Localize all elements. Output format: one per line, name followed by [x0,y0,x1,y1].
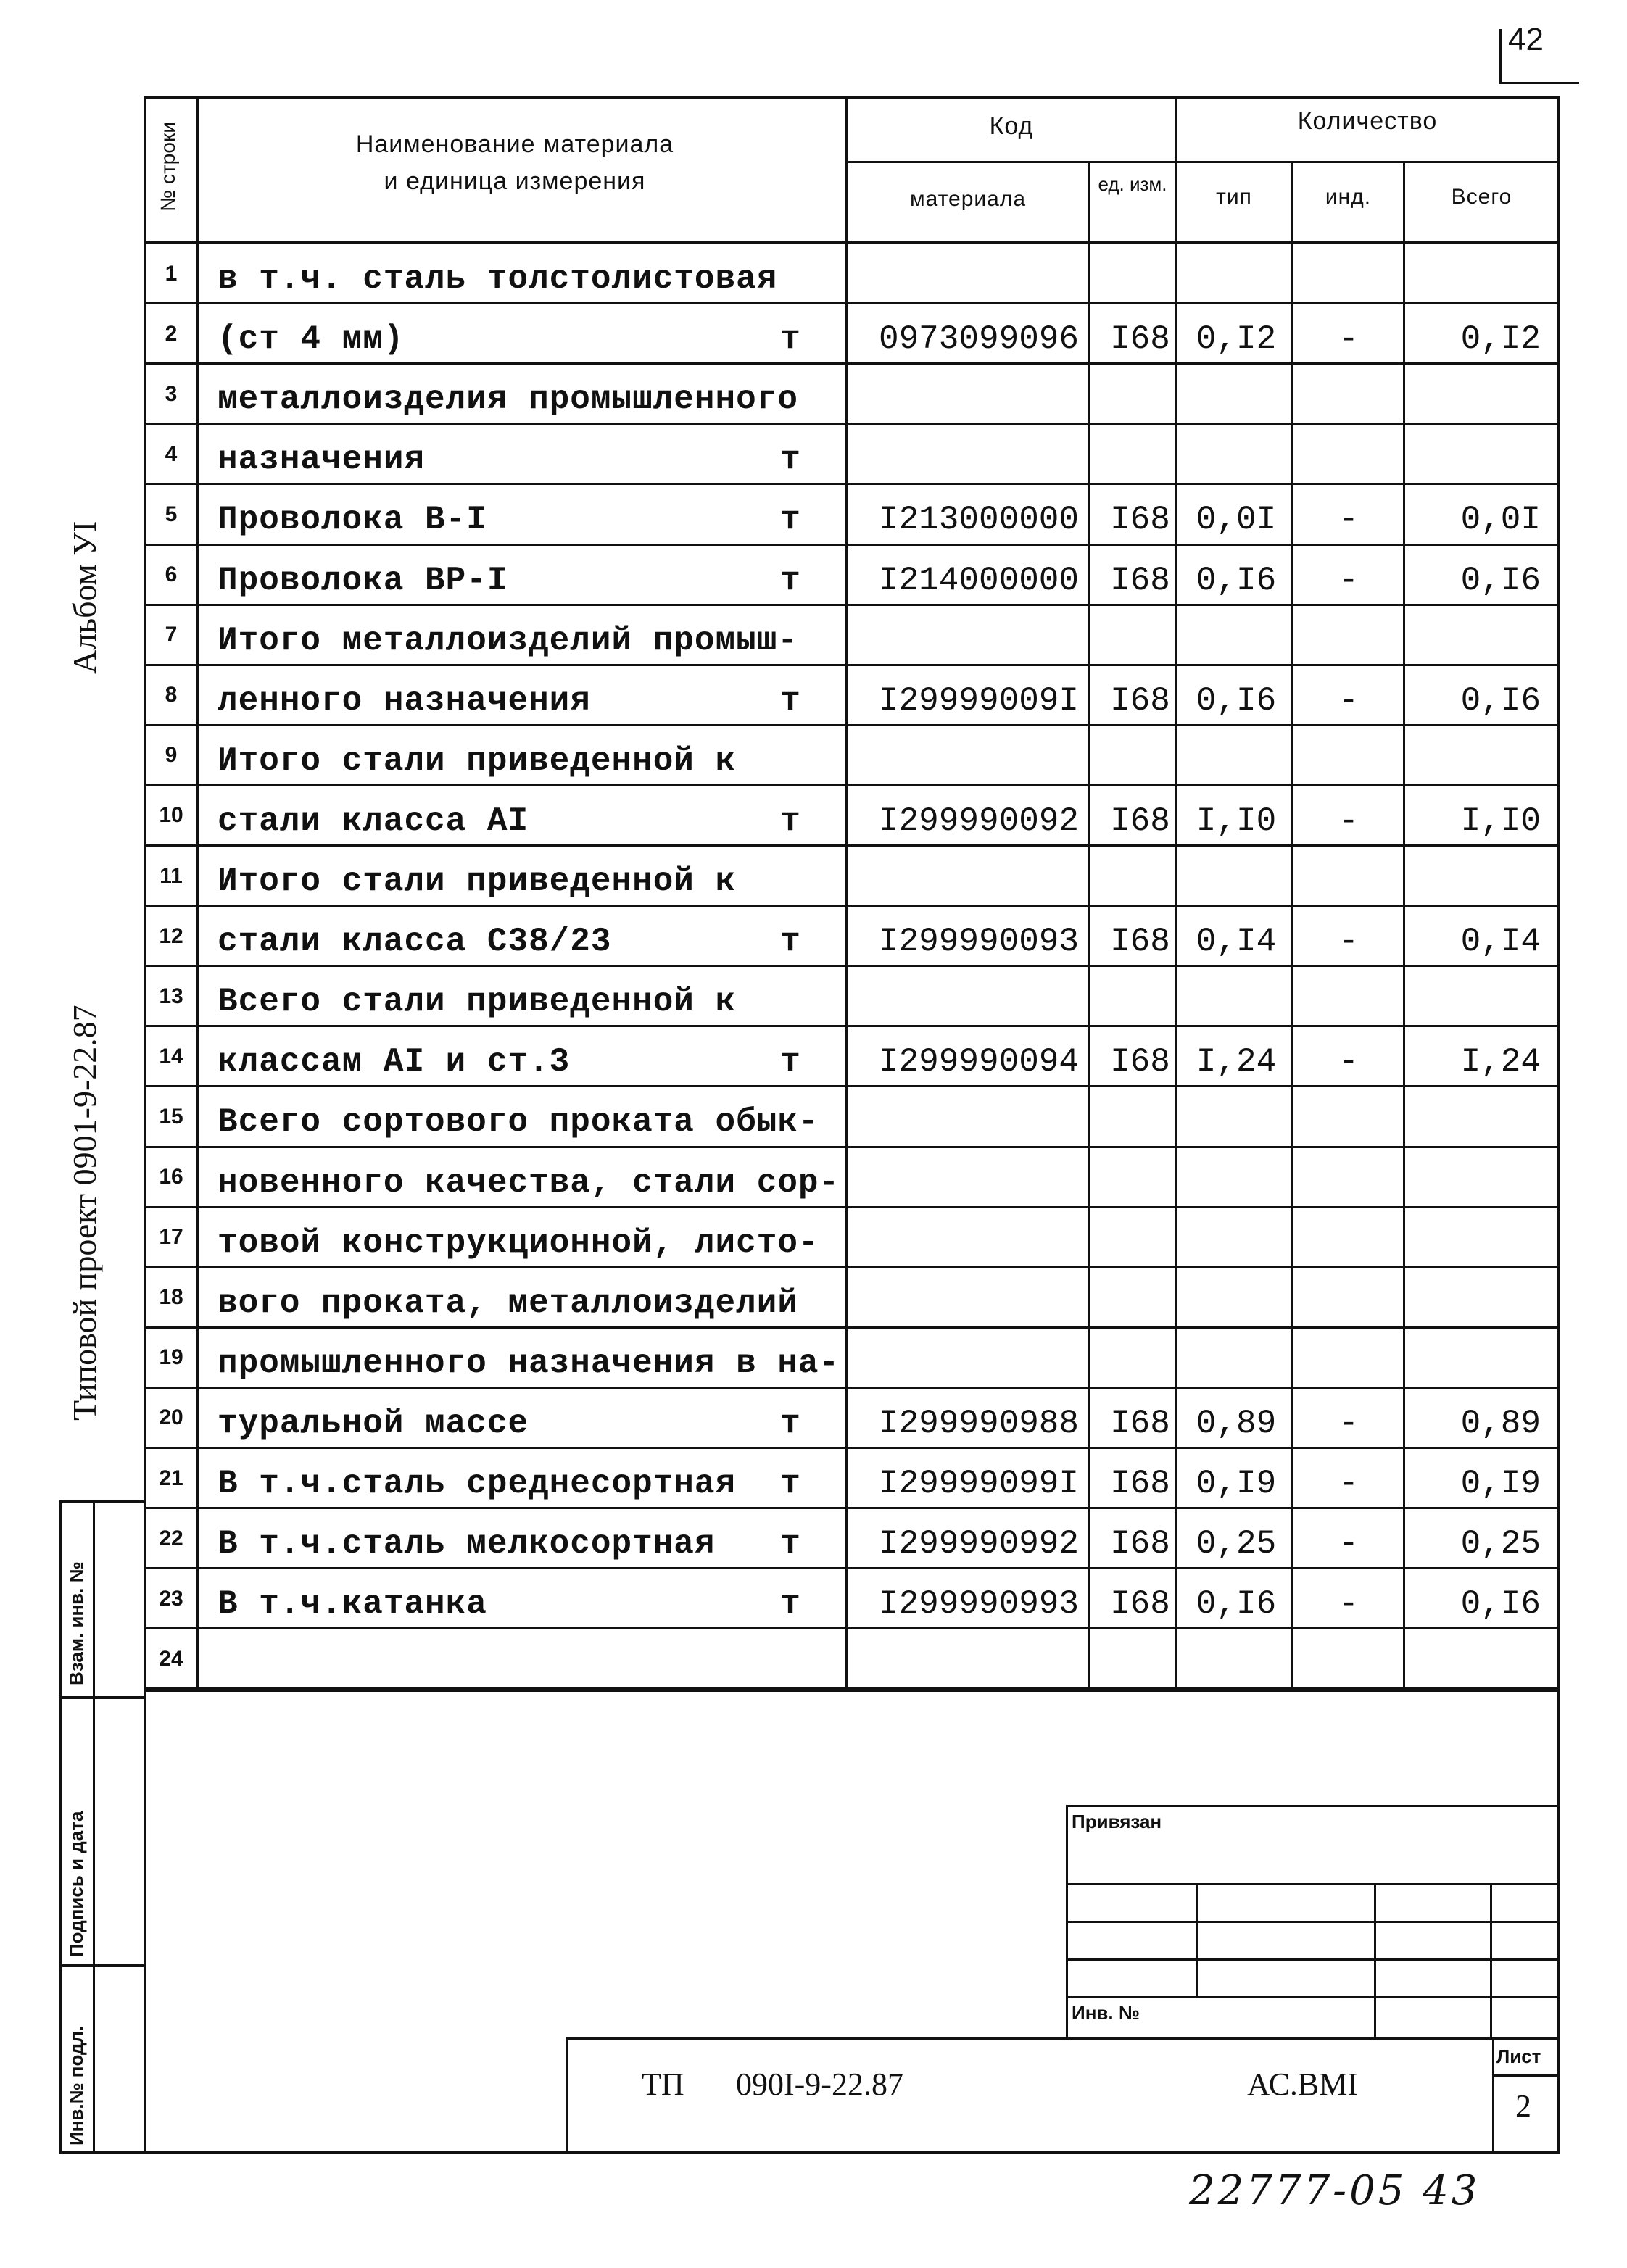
row-quantity-all [1407,605,1548,665]
row-quantity-all [1407,726,1548,786]
row-quantity-all [1407,244,1548,304]
stamp-grid-h4 [1066,1996,1559,1998]
row-unit: т [780,320,800,359]
title-block-doc-code: АС.ВМI [1247,2066,1359,2102]
row-quantity-all: 0,I2 [1460,320,1541,359]
row-number: 13 [159,984,183,1008]
row-material-code [856,966,1102,1026]
row-quantity-all [1407,1147,1548,1208]
row-quantity-ind: - [1338,681,1359,720]
row-quantity-all: 0,I4 [1460,923,1541,961]
row-unit: т [780,561,800,599]
row-material-name: товой конструкционной, листо- [218,1224,819,1262]
table-row [145,1388,1560,1448]
row-material-code [856,1629,1102,1689]
row-unit [769,364,812,424]
row-unit-code: I68 [1110,320,1170,359]
row-material-name: Итого стали приведенной к [218,863,737,900]
row-material-code [856,846,1102,906]
table-row [145,244,1560,304]
page-number-top: 42 [1508,22,1544,57]
row-quantity-type [1182,1328,1291,1388]
header-code-material: материала [909,187,1027,211]
row-quantity-all [1407,1268,1548,1328]
row-material-name: классам АI и ст.3 [218,1043,571,1081]
row-unit [769,1328,812,1388]
row-number: 11 [160,863,183,888]
row-unit: т [780,1043,800,1081]
row-number: 22 [159,1526,183,1550]
table-row [145,364,1560,424]
row-material-name: (ст 4 мм) [218,320,405,359]
row-quantity-type: 0,89 [1196,1404,1277,1442]
row-material-code: I299990094 [878,1043,1080,1081]
row-number: 21 [159,1466,183,1490]
vzam-inv-label: Взам. инв. № [65,1561,87,1685]
row-quantity-all [1407,1208,1548,1268]
row-quantity-all [1407,1629,1548,1689]
row-material-name: стали класса АI [218,802,529,840]
page-number-mark-underline [1499,82,1579,84]
row-quantity-ind [1294,244,1403,304]
row-material-code [856,605,1102,665]
row-quantity-type: 0,I6 [1196,1585,1277,1624]
row-unit: т [780,1465,800,1503]
row-quantity-type [1182,424,1291,484]
row-unit: т [780,1404,800,1442]
stamp-grid-h2 [1066,1921,1559,1923]
header-code-unit: ед. изм. [1098,173,1167,195]
row-unit [769,846,812,906]
row-material-code [856,364,1102,424]
table-row [145,1026,1560,1087]
header-name-line1: Наименование материала [355,130,674,158]
row-quantity-all [1407,1087,1548,1147]
row-unit-code [1106,1087,1175,1147]
row-number: 2 [165,321,178,346]
row-quantity-type: 0,I6 [1196,561,1277,599]
row-unit [769,1268,812,1328]
row-material-code: I299990993 [878,1585,1080,1624]
row-unit: т [780,441,800,479]
row-quantity-ind [1294,1268,1403,1328]
footer-archive-number: 22777-05 43 [1189,2167,1481,2214]
side-stamp-top [59,1500,145,1503]
row-material-name: стали класса С38/23 [218,923,612,961]
row-material-name: металлоизделия промышленного [218,381,798,419]
row-unit-code [1106,846,1175,906]
table-row [145,304,1560,364]
row-material-code [856,726,1102,786]
stamp-privyazan-top [1066,1805,1559,1807]
table-row [145,1087,1560,1147]
row-quantity-ind: - [1338,1525,1359,1563]
table-row [145,966,1560,1026]
row-material-code: I299990992 [878,1525,1080,1563]
row-quantity-ind: - [1338,1043,1359,1081]
table-body-bottom-border [144,1689,1559,1692]
title-block-sheet-label-line [1492,2074,1559,2077]
table-row [145,726,1560,786]
row-number: 15 [159,1104,183,1129]
side-stamp-divider-1 [59,1696,145,1699]
table-row [145,1629,1560,1689]
row-quantity-type [1182,1629,1291,1689]
side-stamp-inner-line [93,1500,95,2153]
table-row [145,1208,1560,1268]
side-stamp-bottom [59,2151,145,2154]
row-quantity-ind [1294,605,1403,665]
row-material-code [856,424,1102,484]
row-unit-code [1106,1268,1175,1328]
row-unit [769,1087,812,1147]
row-unit-code [1106,1629,1175,1689]
table-row [145,1147,1560,1208]
row-unit-code [1106,364,1175,424]
row-material-name: новенного качества, стали сор- [218,1163,840,1202]
row-quantity-ind [1294,424,1403,484]
title-block-sheet-divider [1492,2037,1494,2153]
row-quantity-type [1182,1208,1291,1268]
table-row [145,1448,1560,1508]
row-material-code [856,1147,1102,1208]
row-unit-code [1106,605,1175,665]
row-number: 14 [159,1044,183,1068]
row-quantity-type [1182,966,1291,1026]
row-number: 16 [159,1165,183,1189]
row-quantity-all: 0,I6 [1460,561,1541,599]
row-unit-code: I68 [1110,681,1170,720]
row-quantity-all [1407,846,1548,906]
side-stamp-divider-2 [59,1964,145,1967]
row-material-code [856,1087,1102,1147]
row-quantity-ind [1294,1087,1403,1147]
row-quantity-type [1182,364,1291,424]
row-number: 9 [165,743,178,768]
row-quantity-ind [1294,364,1403,424]
row-number: 24 [159,1646,183,1671]
row-quantity-type [1182,726,1291,786]
row-quantity-all [1407,424,1548,484]
row-quantity-all: 0,I9 [1460,1465,1541,1503]
table-row [145,846,1560,906]
row-quantity-all: 0,0I [1460,501,1541,539]
row-quantity-ind: - [1338,923,1359,961]
row-unit-code: I68 [1110,1404,1170,1442]
row-number: 17 [159,1225,183,1250]
row-number: 3 [165,381,178,406]
row-quantity-ind: - [1338,561,1359,599]
row-material-name: В т.ч.катанка [218,1585,487,1624]
row-material-code: I213000000 [878,501,1080,539]
album-label: Альбом УI [66,520,103,674]
header-code: Код [989,112,1034,140]
row-material-name: Проволока ВР-I [218,561,508,599]
title-block-tp: ТП [642,2066,684,2102]
row-material-code [856,1208,1102,1268]
row-material-name: В т.ч.сталь мелкосортная [218,1525,716,1563]
row-unit [769,605,812,665]
row-number: 4 [165,441,178,466]
row-number: 18 [159,1285,183,1310]
stamp-privyazan-label: Привязан [1072,1811,1162,1832]
row-quantity-all [1407,966,1548,1026]
table-row [145,1569,1560,1629]
table-row [145,1508,1560,1569]
row-number: 10 [159,803,183,828]
row-number: 1 [165,261,178,286]
row-quantity-all: 0,I6 [1460,1585,1541,1624]
row-number: 5 [165,502,178,526]
table-row [145,484,1560,544]
row-number: 12 [159,923,183,948]
row-unit-code: I68 [1110,1465,1170,1503]
header-quantity: Количество [1297,107,1438,135]
table-row [145,424,1560,484]
row-quantity-all [1407,1328,1548,1388]
stamp-grid-h3 [1066,1958,1559,1961]
row-unit-code: I68 [1110,1525,1170,1563]
row-quantity-all: 0,25 [1460,1525,1541,1563]
stamp-grid-v3 [1490,1883,1492,2037]
header-name [218,130,812,196]
row-material-code: I29999099I [878,1465,1080,1503]
row-number: 8 [165,683,178,707]
row-unit-code [1106,726,1175,786]
row-material-code: I299990093 [878,923,1080,961]
page-bottom-border [144,2151,1560,2154]
header-row-number-label: № строки [157,122,179,212]
row-quantity-type: 0,I4 [1196,923,1277,961]
inv-podl-label: Инв.№ подл. [65,2025,87,2146]
row-quantity-all: I,24 [1460,1043,1541,1081]
row-quantity-ind [1294,846,1403,906]
header-quantity-type: тип [1216,185,1252,209]
podpis-data-label: Подпись и дата [65,1811,87,1957]
row-unit-code: I68 [1110,1585,1170,1624]
row-unit-code [1106,966,1175,1026]
row-quantity-all: 0,I6 [1460,681,1541,720]
header-quantity-all: Всего [1451,185,1512,209]
row-quantity-type [1182,605,1291,665]
row-unit-code [1106,1208,1175,1268]
row-quantity-type: 0,25 [1196,1525,1277,1563]
row-material-name: назначения [218,441,426,479]
table-row [145,786,1560,846]
row-unit-code: I68 [1110,1043,1170,1081]
row-quantity-type [1182,244,1291,304]
row-unit [769,966,812,1026]
row-material-code: I29999009I [878,681,1080,720]
row-quantity-ind: - [1338,802,1359,840]
row-unit [769,1147,812,1208]
row-quantity-type: I,24 [1196,1043,1277,1081]
title-block-sheet-value: 2 [1515,2088,1531,2124]
row-unit-code [1106,244,1175,304]
row-material-code [856,244,1102,304]
table-row [145,1268,1560,1328]
row-quantity-all: I,I0 [1460,802,1541,840]
row-quantity-all: 0,89 [1460,1404,1541,1442]
row-quantity-ind: - [1338,1404,1359,1442]
row-quantity-all [1407,364,1548,424]
side-stamp-left-border [59,1500,62,2153]
title-block-left [566,2037,568,2153]
row-quantity-ind [1294,1328,1403,1388]
row-material-code: 0973099096 [878,320,1080,359]
row-material-name: Итого металлоизделий промыш- [218,621,798,660]
row-material-code: I299990988 [878,1404,1080,1442]
row-quantity-type: 0,I6 [1196,681,1277,720]
row-quantity-type [1182,1268,1291,1328]
row-unit: т [780,501,800,539]
table-top-border [144,96,1559,99]
row-quantity-ind [1294,726,1403,786]
header-quantity-ind: инд. [1325,185,1372,209]
row-material-code: I214000000 [878,561,1080,599]
row-unit-code: I68 [1110,501,1170,539]
row-material-name: Проволока В-I [218,501,487,539]
row-quantity-ind: - [1338,1465,1359,1503]
header-mid-border [847,161,1559,163]
table-row [145,605,1560,665]
row-number: 19 [159,1345,183,1370]
row-unit-code [1106,1147,1175,1208]
row-material-code: I299990092 [878,802,1080,840]
row-quantity-ind [1294,966,1403,1026]
row-unit [769,1629,812,1689]
row-unit-code [1106,424,1175,484]
row-unit [769,244,812,304]
header-name-line2: и единица измерения [384,167,646,195]
row-quantity-ind [1294,1147,1403,1208]
row-quantity-type: 0,I2 [1196,320,1277,359]
row-number: 23 [159,1586,183,1611]
table-row [145,906,1560,966]
row-unit: т [780,1525,800,1563]
row-unit: т [780,923,800,961]
stamp-grid-v2 [1374,1883,1376,2037]
row-quantity-type [1182,1087,1291,1147]
row-material-name: ленного назначения [218,681,591,720]
table-row [145,665,1560,726]
project-label: Типовой проект 0901-9-22.87 [66,1005,103,1421]
row-number: 20 [159,1405,183,1430]
row-material-name: вого проката, металлоизделий [218,1284,798,1322]
row-quantity-ind: - [1338,501,1359,539]
stamp-inv-no-label: Инв. № [1072,2002,1140,2024]
row-material-code [856,1328,1102,1388]
row-unit-code: I68 [1110,802,1170,840]
stamp-grid-v1 [1196,1883,1198,1996]
row-material-name: туральной массе [218,1404,529,1442]
row-quantity-ind [1294,1208,1403,1268]
row-quantity-type [1182,1147,1291,1208]
row-unit-code: I68 [1110,923,1170,961]
row-unit-code [1106,1328,1175,1388]
row-quantity-type: I,I0 [1196,802,1277,840]
row-quantity-type: 0,0I [1196,501,1277,539]
stamp-grid-h1 [1066,1883,1559,1885]
row-unit [769,726,812,786]
page-number-mark [1499,29,1502,83]
row-unit [769,1208,812,1268]
row-material-name: Всего стали приведенной к [218,983,737,1021]
row-unit: т [780,1585,800,1624]
title-block-project-code: 090I-9-22.87 [736,2066,903,2102]
row-material-name: в т.ч. сталь толстолистовая [218,260,778,298]
row-material-name: промышленного назначения в на- [218,1344,840,1382]
row-number: 6 [165,562,178,586]
row-material-code [856,1268,1102,1328]
row-unit: т [780,681,800,720]
table-row [145,545,1560,605]
title-block-sheet-label: Лист [1496,2045,1541,2067]
row-unit: т [780,802,800,840]
row-quantity-type [1182,846,1291,906]
row-material-name: В т.ч.сталь среднесортная [218,1465,737,1503]
row-quantity-ind [1294,1629,1403,1689]
row-quantity-type: 0,I9 [1196,1465,1277,1503]
table-row [145,1328,1560,1388]
row-quantity-ind: - [1338,1585,1359,1624]
header-row-number [158,101,178,232]
row-material-name: Всего сортового проката обык- [218,1103,819,1142]
row-material-name: Итого стали приведенной к [218,742,737,780]
title-block-top [566,2037,1559,2040]
row-quantity-ind: - [1338,320,1359,359]
row-unit-code: I68 [1110,561,1170,599]
row-number: 7 [165,623,178,647]
